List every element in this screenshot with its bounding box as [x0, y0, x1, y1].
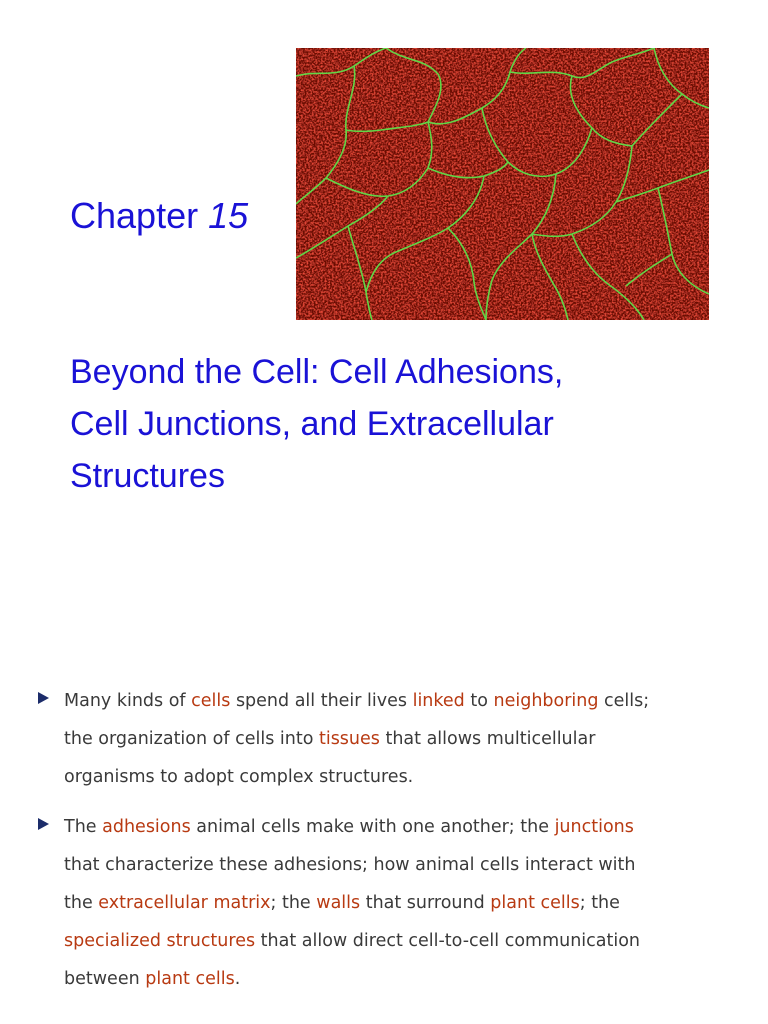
body-text: that allows multicellular [379, 729, 596, 749]
bullet-list [38, 682, 738, 1010]
body-text: animal cells make with one another; the [190, 817, 555, 837]
bullet-text-line [64, 846, 738, 884]
bullet-text-line [64, 960, 738, 998]
highlighted-term: neighboring [493, 691, 599, 711]
title-line: Cell Junctions, and Extracellular [70, 405, 554, 443]
highlighted-term: plant cells [490, 893, 580, 913]
highlighted-term: adhesions [102, 817, 191, 837]
body-text: organisms to adopt complex structures. [64, 767, 414, 787]
bullet-text-line [64, 720, 738, 758]
highlighted-term: cells [191, 691, 231, 711]
cell-micrograph-graphic [296, 48, 709, 320]
title-line: Structures [70, 457, 225, 495]
body-text: that allow direct cell-to-cell communication [255, 931, 641, 951]
body-text: that surround [360, 893, 491, 913]
highlighted-term: linked [412, 691, 465, 711]
bullet-item [38, 682, 738, 796]
body-text: ; the [270, 893, 317, 913]
bullet-text-line [64, 758, 738, 796]
triangle-bullet-icon [38, 818, 49, 830]
highlighted-term: tissues [318, 729, 380, 749]
highlighted-term: extracellular matrix [98, 893, 271, 913]
chapter-title [70, 346, 710, 502]
highlighted-term: walls [316, 893, 361, 913]
bullet-text-line [64, 682, 738, 720]
bullet-text-line [64, 808, 738, 846]
body-text: between [64, 969, 146, 989]
triangle-bullet-icon [38, 692, 49, 704]
body-text: the organization of cells into [64, 729, 319, 749]
highlighted-term: plant cells [145, 969, 235, 989]
body-text: spend all their lives [230, 691, 413, 711]
body-text: that characterize these adhesions; how animal cells interact with [64, 855, 636, 875]
body-text: ; the [579, 893, 620, 913]
bullet-text-line [64, 922, 738, 960]
body-text: Many kinds of [64, 691, 192, 711]
chapter-heading [70, 192, 248, 240]
body-text: . [234, 969, 241, 989]
chapter-word: Chapter [70, 195, 199, 236]
highlighted-term: junctions [554, 817, 634, 837]
bullet-item [38, 808, 738, 998]
cell-micrograph-image [296, 48, 709, 320]
chapter-number: 15 [208, 195, 249, 236]
title-line: Beyond the Cell: Cell Adhesions, [70, 353, 564, 391]
highlighted-term: specialized structures [64, 931, 256, 951]
body-text: the [64, 893, 99, 913]
body-text: cells; [598, 691, 650, 711]
body-text: The [64, 817, 103, 837]
body-text: to [464, 691, 494, 711]
bullet-text-line [64, 884, 738, 922]
